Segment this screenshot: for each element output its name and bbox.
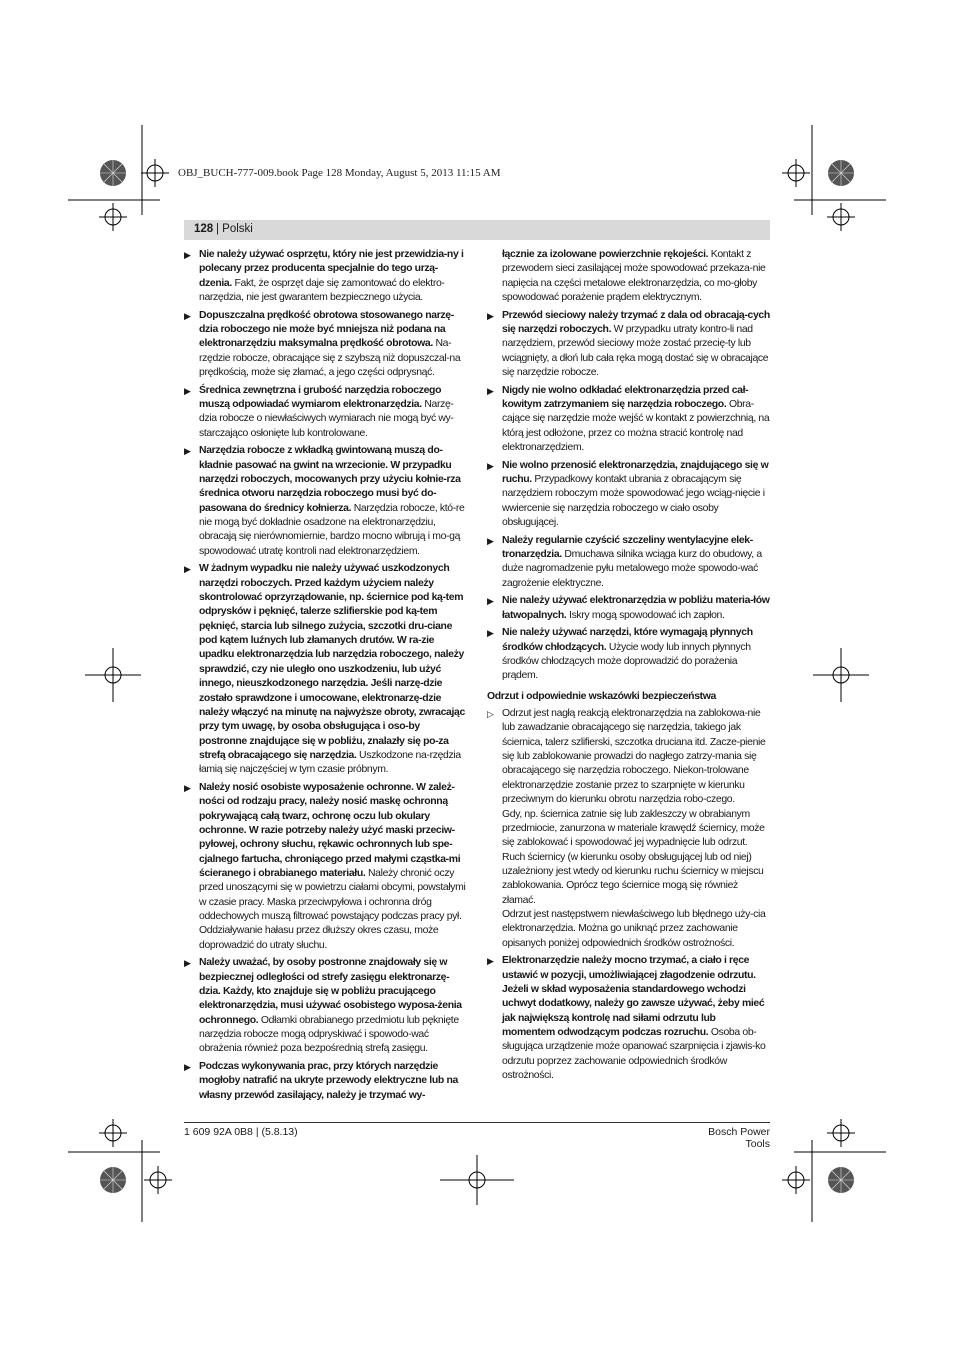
left-column (184, 248, 466, 1106)
list-item: ▶ Nie należy używać elektronarzędzia w pobliżu materia-łów łatwopalnych. Iskry mogą spowodować ich zapłon. (487, 595, 770, 621)
bullet-arrow-icon: ▶ (487, 310, 494, 321)
list-item: ▶ Nie wolno przenosić elektronarzędzia, znajdującego się w ruchu. Przypadkowy kontakt ubrania z obracającym się narzędziem roboczym może spowodować jego wciąg-nięcie i wwiercenie się narzędzia roboczego w ciało osoby obsługującej. (487, 459, 769, 529)
bullet-arrow-icon: ▶ (487, 535, 494, 546)
kickback-paragraph: Gdy, np. ściernica zatnie się lub zakleszczy w obrabianym przedmiocie, zanurzona w materiale krawędź ściernicy, może się zablokować i spowodować jej wypadnięcie lub odrzut. Ruch ściernicy (w kierunku osoby obsługującej lub od niej) uzależniony jest wtedy od kierunku ruchu ściernicy w miejscu zablokowania. Oprócz tego ściernice mogą się również złamać. (502, 808, 765, 906)
footer-doc-number: 1 609 92A 0B8 | (5.8.13) (184, 1126, 298, 1138)
bullet-arrow-icon: ▶ (487, 596, 494, 607)
list-item: ▶ Nigdy nie wolno odkładać elektronarzędzia przed cał-kowitym zatrzymaniem się narzędzia roboczego. Obra-cające się narzędzie może wejść w kontakt z powierzchnią, na którą jest odłożone, przez co można stracić kontrolę nad elektronarzędziem. (487, 384, 770, 454)
header-bar (184, 220, 770, 240)
bullet-arrow-icon: ▶ (184, 250, 191, 260)
bullet-arrow-icon: ▶ (487, 628, 494, 639)
bullet-arrow-icon: ▶ (184, 958, 191, 969)
kickback-paragraph: Odrzut jest nagłą reakcją elektronarzędzia na zablokowa-nie lub zawadzanie obracającego się narzędzia, takiego jak ściernica, talerz szlifierski, szczotka druciana itd. Zacze-pienie się lub zablokowanie prowadzi do nagłego zatrzy-mania się obracającego się narzędzia roboczego. Niekon-trolowane elektronarzędzie zostanie przez to szarpnięte w kierunku przeciwnym do kierunku obrotu narzędzia robo-czego. (502, 708, 766, 806)
list-item: ▶ Należy uważać, by osoby postronne znajdowały się w bezpiecznej odległości od strefy zasięgu elektronarzę-dzia. Każdy, kto znajduje się w pobliżu pracującego elektronarzędzia, musi używać osobistego wyposa-żenia ochronnego. Odłamki obrabianego przedmiotu lub pęknięte narzędzia robocze mogą odpryskiwać i spowodo-wać obrażenia również poza bezpośrednią strefą zasięgu. (184, 957, 462, 1055)
bullet-arrow-icon: ▶ (184, 1061, 191, 1072)
list-item: ▶ Należy regularnie czyścić szczeliny wentylacyjne elek-tronarzędzia. Dmuchawa silnika wciąga kurz do obudowy, a duże nagromadzenie pyłu metalowego może spowodo-wać zagrożenie elektryczne. (487, 534, 762, 589)
bullet-arrow-icon: ▶ (487, 460, 494, 471)
right-column (487, 248, 770, 1087)
list-item-continuation: łącznie za izolowane powierzchnie rękojeści. Kontakt z przewodem sieci zasilającej może spowodować przekaza-nie napięcia na części metalowe elektronarzędzia, co mo-głoby spowodować porażenie prądem elektrycznym. (502, 249, 766, 304)
list-item: ▶ Podczas wykonywania prac, przy których narzędzie mogłoby natrafić na ukryte przewody elektryczne lub na własny przewód zasilający, należy je trzymać wy- (184, 1060, 458, 1101)
list-item: ▶ W żadnym wypadku nie należy używać uszkodzonych narzędzi roboczych. Przed każdym użyciem należy skontrolować oprzyrządowanie, np. ściernice pod ką-tem odprysków i pęknięć, talerze szlifierskie pod ką-tem pęknięć, starcia lub silnego zużycia, szczotki dru-ciane pod kątem luźnych lub złamanych drutów. W ra-zie upadku elektronarzędzia lub narzędzia roboczego, należy sprawdzić, czy nie uległo ono uszkodzeniu, lub użyć innego, nieuszkodzonego narzędzia. Jeśli narzę-dzie zostało sprawdzone i umocowane, elektronarzę-dzie należy włączyć na minutę na najwyższe obroty, zwracając przy tym uwagę, by osoba obsługująca i oso-by postronne znajdujące się w pobliżu, znalazły się po-za strefą obracającego się narzędzia. Uszkodzone na-rzędzia łamią się najczęściej w tym czasie próbnym. (184, 563, 465, 776)
page-language: | Polski (216, 223, 253, 235)
list-item: ▶ Elektronarzędzie należy mocno trzymać, a ciało i ręce ustawić w pozycji, umożliwiającej złagodzenie odrzutu. Jeżeli w skład wyposażenia standardowego wchodzi uchwyt dodatkowy, należy go zawsze używać, żeby mieć jak największą kontrolę nad siłami odrzutu lub momentem odwodzącym podczas rozruchu. Osoba ob-sługująca urządzenie może opanować szarpnięcia i zjawis-ko odrzutu poprzez zachowanie odpowiednich środków ostrożności. (487, 955, 766, 1081)
list-item: ▶ Nie należy używać osprzętu, który nie jest przewidzia-ny i polecany przez producenta specjalnie do tego urzą-dzenia. Fakt, że osprzęt daje się zamontować do elektro-narzędzia, nie jest gwarantem bezpiecznego użycia. (184, 249, 464, 304)
list-item: ▶ Średnica zewnętrzna i grubość narzędzia roboczego muszą odpowiadać wymiarom elektronarzędzia. Narzę-dzia robocze o niewłaściwych wymiarach nie mogą być wy-starczająco osłonięte lub kontrolowane. (184, 384, 454, 439)
footer-brand: Bosch Power Tools (708, 1126, 770, 1150)
list-item (487, 707, 770, 951)
bullet-arrow-icon: ▶ (184, 385, 191, 396)
bullet-arrow-icon: ▶ (487, 956, 494, 967)
bullet-arrow-icon: ▶ (184, 446, 191, 457)
section-title: Odrzut i odpowiednie wskazówki bezpieczeństwa (487, 690, 716, 702)
page-number: 128 (194, 223, 214, 235)
footer-divider (184, 1122, 770, 1123)
print-info: OBJ_BUCH-777-009.book Page 128 Monday, August 5, 2013 11:15 AM (178, 167, 501, 179)
bullet-arrow-icon: ▶ (487, 385, 494, 396)
list-item: ▶ Przewód sieciowy należy trzymać z dala od obracają-cych się narzędzi roboczych. W przypadku utraty kontro-li nad narzędziem, przewód sieciowy może zostać przecię-ty lub wciągnięty, a dłoń lub cała ręka mogą dostać się w obracające się narzędzie robocze. (487, 309, 770, 379)
bullet-arrow-icon: ▷ (487, 709, 494, 720)
list-item: ▶ Narzędzia robocze z wkładką gwintowaną muszą do-kładnie pasować na gwint na wrzecionie. W przypadku narzędzi roboczych, mocowanych przy użyciu kołnie-rza średnica otworu narzędzia roboczego musi być do-pasowana do średnicy kołnierza. Narzędzia robocze, któ-re nie mogą być dokładnie osadzone na elektronarzędziu, obracają się nierównomiernie, bardzo mocno wibrują i mo-gą spowodować utratę kontroli nad elektronarzędziem. (184, 445, 465, 557)
bullet-arrow-icon: ▶ (184, 310, 191, 321)
list-item: ▶ Nie należy używać narzędzi, które wymagają płynnych środków chłodzących. Użycie wody lub innych płynnych środków chłodzących może doprowadzić do porażenia prądem. (487, 627, 753, 682)
bullet-arrow-icon: ▶ (184, 782, 191, 793)
kickback-paragraph: Odrzut jest następstwem niewłaściwego lub błędnego uży-cia elektronarzędzia. Można go uniknąć przez zachowanie opisanych poniżej odpowiednich środków ostrożności. (502, 908, 766, 949)
bullet-arrow-icon: ▶ (184, 564, 191, 575)
list-item: ▶ Dopuszczalna prędkość obrotowa stosowanego narzę-dzia roboczego nie może być mniejsza niż podana na elektronarzędziu maksymalna prędkość obrotowa. Na-rzędzie robocze, obracające się z szybszą niż dopuszczal-na prędkością, może się złamać, a jego części odprysnąć. (184, 309, 461, 379)
list-item: ▶ Należy nosić osobiste wyposażenie ochronne. W zależ-ności od rodzaju pracy, należy nosić maskę ochronną pokrywającą całą twarz, ochronę oczu lub okulary ochronne. W razie potrzeby należy użyć maski przeciw-pyłowej, ochrony słuchu, rękawic ochronnych lub spe-cjalnego fartucha, chroniącego przed małymi cząstka-mi ścieranego i obrabianego materiału. Należy chronić oczy przed unoszącymi się w powietrzu ciałami obcymi, powstałymi w czasie pracy. Maska przeciwpyłowa i ochronna dróg oddechowych muszą filtrować powstający podczas pracy pył. Oddziaływanie hałasu przez dłuższy okres czasu, może doprowadzić do utraty słuchu. (184, 781, 466, 951)
